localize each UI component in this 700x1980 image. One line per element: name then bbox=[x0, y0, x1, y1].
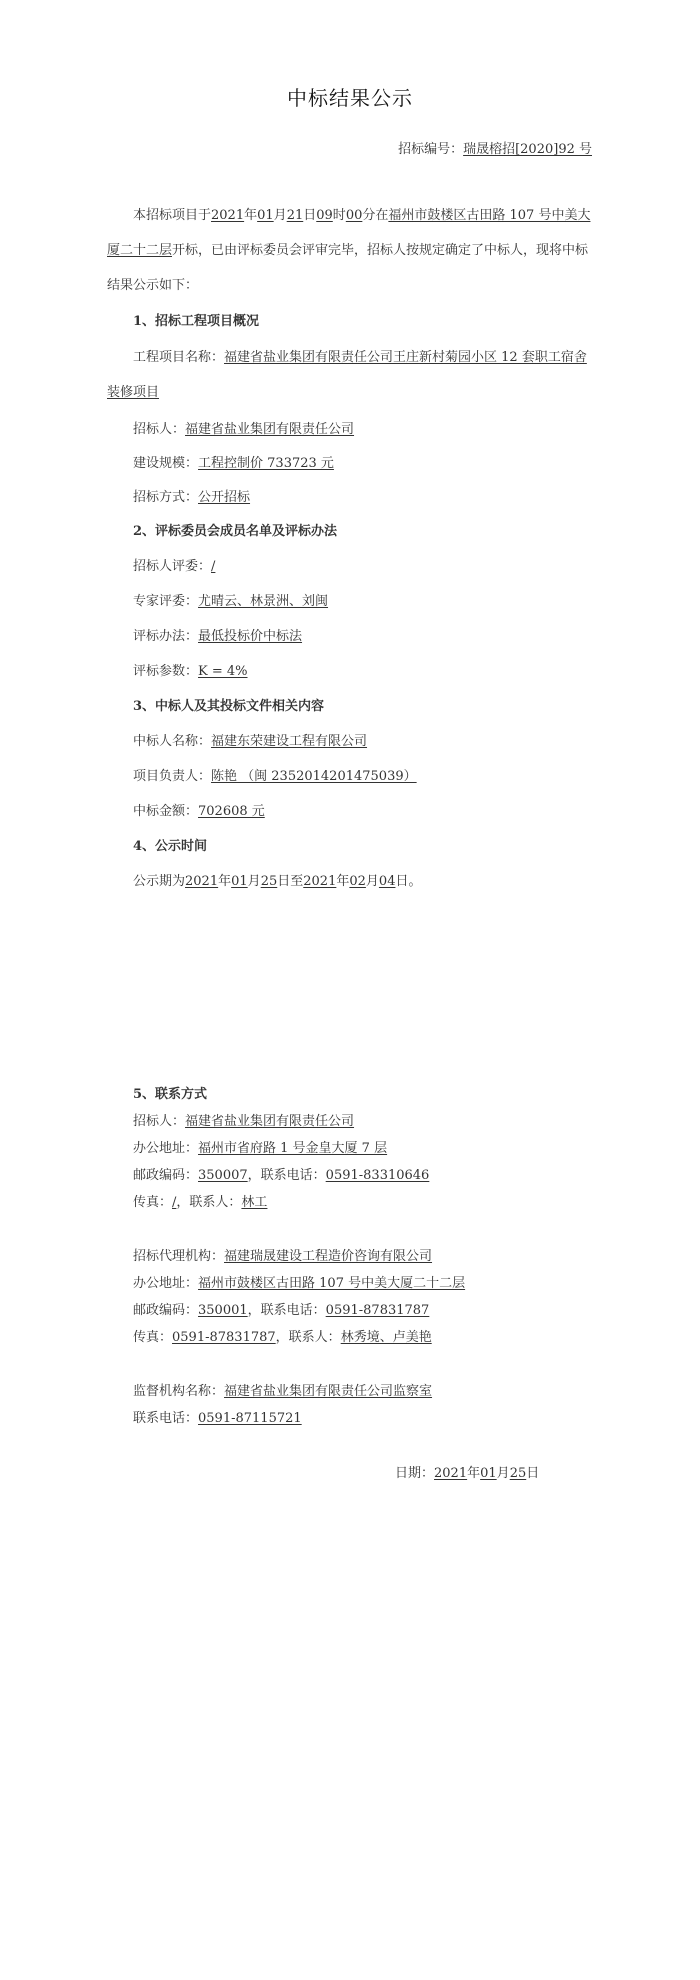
agent-address-label: 办公地址： bbox=[133, 1276, 199, 1291]
method-label: 招标方式： bbox=[133, 490, 199, 505]
tenderer-zip-value: 350007 bbox=[198, 1168, 248, 1183]
date-label: 日期： bbox=[395, 1466, 435, 1481]
method-value: 公开招标 bbox=[198, 490, 251, 505]
bid-amount-label: 中标金额： bbox=[133, 804, 199, 819]
intro-day: 21 bbox=[286, 208, 304, 223]
tenderer-value: 福建省盐业集团有限责任公司 bbox=[185, 422, 355, 437]
scale-label: 建设规模： bbox=[133, 456, 199, 471]
agent-fax-value: 0591-87831787 bbox=[172, 1330, 276, 1345]
project-name-value: 福建省盐业集团有限责任公司王庄新村菊园小区 12 套职工宿舍装修项目 bbox=[107, 350, 587, 400]
publicity-period-row bbox=[133, 870, 421, 889]
date-month: 01 bbox=[480, 1466, 497, 1481]
section2-heading: 2、评标委员会成员名单及评标办法 bbox=[133, 524, 338, 539]
agent-zip-tel-row bbox=[133, 1299, 429, 1318]
section1-heading: 1、招标工程项目概况 bbox=[133, 314, 260, 329]
scale-row bbox=[133, 452, 334, 471]
tender-number bbox=[398, 138, 592, 157]
period-end-month: 02 bbox=[349, 874, 366, 889]
period-start-day: 25 bbox=[260, 874, 278, 889]
tenderer-address-value: 福州市省府路 1 号金皇大厦 7 层 bbox=[198, 1141, 388, 1156]
intro-paragraph bbox=[107, 198, 597, 303]
eval-param-value: K = 4% bbox=[198, 664, 248, 679]
eval-method-row bbox=[133, 625, 302, 644]
tenderer-row bbox=[133, 418, 354, 437]
intro-month: 01 bbox=[257, 208, 274, 223]
agent-fax-label: 传真： bbox=[133, 1330, 173, 1345]
tenderer-address-label: 办公地址： bbox=[133, 1141, 199, 1156]
period-end-year: 2021 bbox=[303, 874, 337, 889]
contact-tenderer-row bbox=[133, 1110, 354, 1129]
period-end-day: 04 bbox=[378, 874, 396, 889]
intro-minute: 00 bbox=[345, 208, 363, 223]
period-text: 年 bbox=[218, 874, 232, 889]
tenderer-contact-label: ，联系人： bbox=[176, 1195, 242, 1210]
scale-value: 工程控制价 733723 元 bbox=[198, 456, 334, 471]
project-name-label: 工程项目名称： bbox=[133, 350, 225, 365]
period-start-month: 01 bbox=[231, 874, 248, 889]
method-row bbox=[133, 486, 250, 505]
agent-value: 福建瑞晟建设工程造价咨询有限公司 bbox=[224, 1249, 433, 1264]
project-manager-value: 陈艳 （闽 2352014201475039） bbox=[211, 769, 417, 784]
agent-contact-value: 林秀境、卢美艳 bbox=[340, 1330, 432, 1345]
winner-label: 中标人名称： bbox=[133, 734, 212, 749]
tenderer-address-row bbox=[133, 1137, 387, 1156]
tenderer-zip-tel-row bbox=[133, 1164, 429, 1183]
winner-value: 福建东荣建设工程有限公司 bbox=[211, 734, 368, 749]
tenderer-judge-row bbox=[133, 555, 215, 574]
expert-judge-value: 尤晴云、林景洲、刘闽 bbox=[198, 594, 329, 609]
period-text: 公示期为 bbox=[133, 874, 186, 889]
agent-zip-value: 350001 bbox=[198, 1303, 248, 1318]
supervisor-tel-row bbox=[133, 1407, 302, 1426]
intro-text: 年 bbox=[244, 208, 258, 223]
date-year: 2021 bbox=[434, 1466, 468, 1481]
expert-judge-label: 专家评委： bbox=[133, 594, 199, 609]
intro-text: 开标，已由评标委员会评审完毕，招标人按规定确定了中标人，现将中标结果公示如下： bbox=[107, 243, 589, 293]
eval-param-row bbox=[133, 660, 248, 679]
intro-year: 2021 bbox=[211, 208, 245, 223]
supervisor-value: 福建省盐业集团有限责任公司监察室 bbox=[224, 1384, 433, 1399]
eval-method-value: 最低投标价中标法 bbox=[198, 629, 303, 644]
intro-location: 福州市鼓楼区古田路 107 号中美大厦二十二层 bbox=[107, 208, 591, 258]
period-text: 月 bbox=[247, 874, 261, 889]
supervisor-tel-value: 0591-87115721 bbox=[198, 1411, 302, 1426]
tenderer-tel-label: ，联系电话： bbox=[247, 1168, 326, 1183]
contact-tenderer-value: 福建省盐业集团有限责任公司 bbox=[185, 1114, 355, 1129]
contact-tenderer-label: 招标人： bbox=[133, 1114, 186, 1129]
project-manager-label: 项目负责人： bbox=[133, 769, 212, 784]
bid-amount-row bbox=[133, 800, 265, 819]
period-text: 日至 bbox=[277, 874, 304, 889]
agent-address-row bbox=[133, 1272, 465, 1291]
tenderer-fax-contact-row bbox=[133, 1191, 267, 1210]
supervisor-label: 监督机构名称： bbox=[133, 1384, 225, 1399]
date-text: 月 bbox=[496, 1466, 510, 1481]
eval-param-label: 评标参数： bbox=[133, 664, 199, 679]
page-title: 中标结果公示 bbox=[287, 86, 413, 110]
section4-heading: 4、公示时间 bbox=[133, 839, 208, 854]
tender-number-value: 瑞晟榕招[2020]92 号 bbox=[463, 142, 592, 157]
intro-text: 月 bbox=[273, 208, 287, 223]
tenderer-judge-label: 招标人评委： bbox=[133, 559, 212, 574]
agent-tel-value: 0591-87831787 bbox=[325, 1303, 430, 1318]
agent-fax-contact-row bbox=[133, 1326, 432, 1345]
project-manager-row bbox=[133, 765, 417, 784]
agent-row bbox=[133, 1245, 432, 1264]
agent-label: 招标代理机构： bbox=[133, 1249, 225, 1264]
section5-heading: 5、联系方式 bbox=[133, 1087, 208, 1102]
intro-text: 分在 bbox=[362, 208, 389, 223]
tenderer-tel-value: 0591-83310646 bbox=[325, 1168, 430, 1183]
supervisor-row bbox=[133, 1380, 432, 1399]
period-text: 日。 bbox=[395, 874, 422, 889]
tenderer-contact-value: 林工 bbox=[241, 1195, 268, 1210]
tenderer-fax-value: / bbox=[172, 1195, 177, 1210]
agent-zip-label: 邮政编码： bbox=[133, 1303, 199, 1318]
bid-amount-value: 702608 元 bbox=[198, 804, 265, 819]
intro-hour: 09 bbox=[316, 208, 333, 223]
intro-text: 本招标项目于 bbox=[133, 208, 212, 223]
date-text: 日 bbox=[526, 1466, 540, 1481]
period-start-year: 2021 bbox=[185, 874, 219, 889]
winner-row bbox=[133, 730, 367, 749]
tenderer-judge-value: / bbox=[211, 559, 216, 574]
project-name-row bbox=[107, 340, 597, 410]
tender-number-label: 招标编号： bbox=[398, 142, 464, 157]
supervisor-tel-label: 联系电话： bbox=[133, 1411, 199, 1426]
intro-text: 日 bbox=[303, 208, 317, 223]
tenderer-label: 招标人： bbox=[133, 422, 186, 437]
agent-address-value: 福州市鼓楼区古田路 107 号中美大厦二十二层 bbox=[198, 1276, 466, 1291]
agent-contact-label: ，联系人： bbox=[275, 1330, 341, 1345]
expert-judge-row bbox=[133, 590, 328, 609]
period-text: 年 bbox=[336, 874, 350, 889]
eval-method-label: 评标办法： bbox=[133, 629, 199, 644]
section3-heading: 3、中标人及其投标文件相关内容 bbox=[133, 699, 325, 714]
period-text: 月 bbox=[365, 874, 379, 889]
date-text: 年 bbox=[467, 1466, 481, 1481]
announcement-date bbox=[395, 1462, 539, 1481]
intro-text: 时 bbox=[332, 208, 346, 223]
date-day: 25 bbox=[509, 1466, 527, 1481]
tenderer-fax-label: 传真： bbox=[133, 1195, 173, 1210]
agent-tel-label: ，联系电话： bbox=[247, 1303, 326, 1318]
tenderer-zip-label: 邮政编码： bbox=[133, 1168, 199, 1183]
